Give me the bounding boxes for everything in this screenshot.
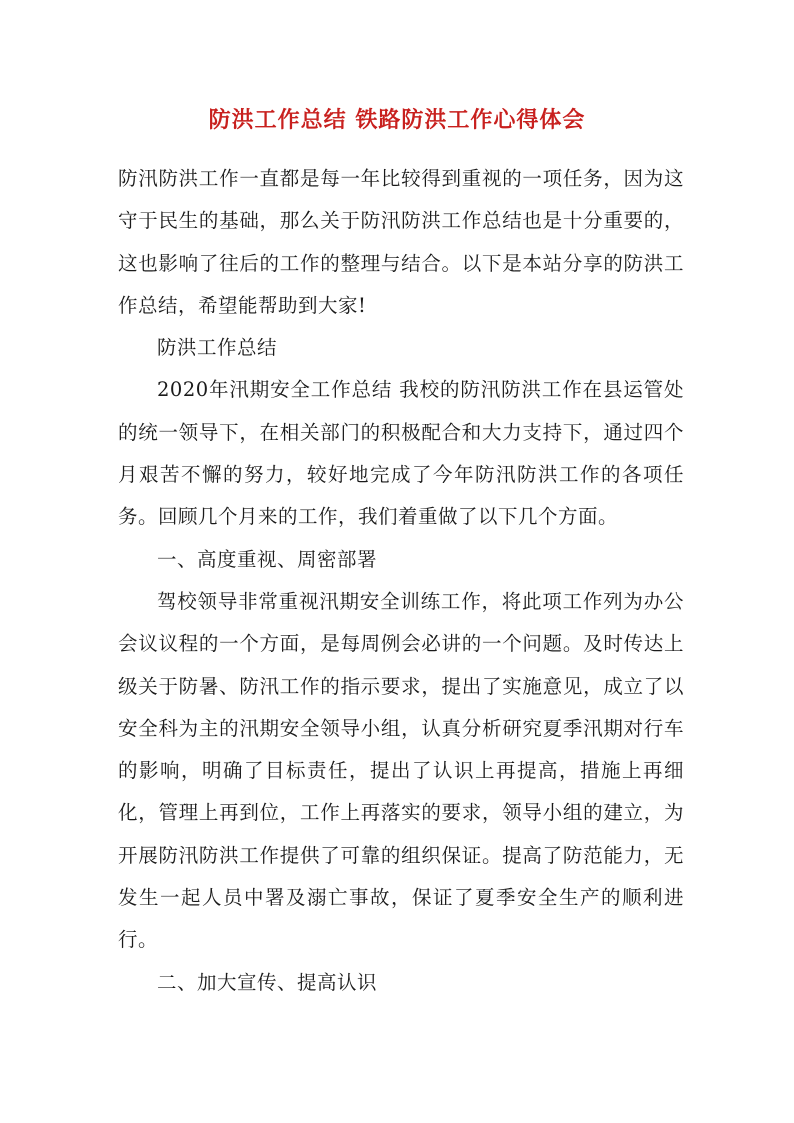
intro-paragraph: 防汛防洪工作一直都是每一年比较得到重视的一项任务，因为这守于民生的基础，那么关于防汛防洪工作总结也是十分重要的，这也影响了往后的工作的整理与结合。以下是本站分享的防洪工作总结，希望能帮助到大家! xyxy=(118,167,684,317)
document-body xyxy=(118,158,684,1004)
section-heading: 防洪工作总结 xyxy=(157,336,278,360)
body-paragraph: 驾校领导非常重视汛期安全训练工作，将此项工作列为办公会议议程的一个方面，是每周例会必讲的一个问题。及时传达上级关于防暑、防汛工作的指示要求，提出了实施意见，成立了以安全科为主的汛期安全领导小组，认真分析研究夏季汛期对行车的影响，明确了目标责任，提出了认识上再提高，措施上再细化，管理上再到位，工作上再落实的要求，领导小组的建立，为开展防汛防洪工作提供了可靠的组织保证。提高了防范能力，无发生一起人员中署及溺亡事故，保证了夏季安全生产的顺利进行。 xyxy=(118,589,684,952)
section-heading: 一、高度重视、周密部署 xyxy=(157,547,378,571)
section-heading: 二、加大宣传、提高认识 xyxy=(157,970,378,994)
body-paragraph: 2020年汛期安全工作总结 我校的防汛防洪工作在县运管处的统一领导下，在相关部门的积极配合和大力支持下，通过四个月艰苦不懈的努力，较好地完成了今年防汛防洪工作的各项任务。回顾几个月来的工作，我们着重做了以下几个方面。 xyxy=(118,378,684,529)
document-title: 防洪工作总结 铁路防洪工作心得体会 xyxy=(208,107,586,133)
